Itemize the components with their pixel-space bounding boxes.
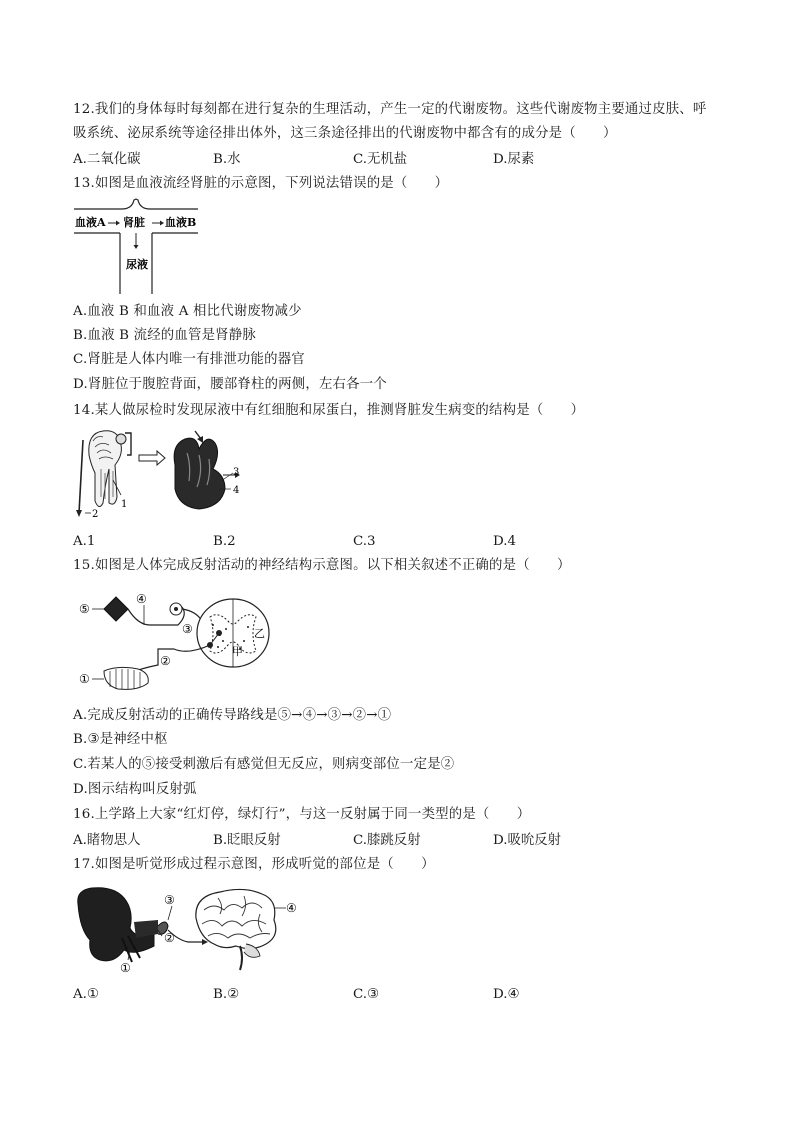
q15-option-c[interactable]: C.若某人的⑤接受刺激后有感觉但无反应，则病变部位一定是② [73,757,455,772]
nephron-label-3: 3 [233,467,240,478]
hearing-label-4: ④ [286,901,297,915]
reflex-label-3: ③ [182,622,193,636]
hearing-label-3: ③ [164,893,175,907]
brain-icon [196,889,276,970]
spinal-label-jia: 甲 [232,645,243,658]
q12-stem-line1: 12.我们的身体每时每刻都在进行复杂的生理活动，产生一定的代谢废物。这些代谢废物主要通过皮肤、呼 [73,102,707,117]
q15-stem: 15.如图是人体完成反射活动的神经结构示意图。以下相关叙述不正确的是（ ） [73,558,571,573]
q17-option-a[interactable]: A.① [73,987,99,1002]
q14-stem: 14.某人做尿检时发现尿液中有红细胞和尿蛋白，推测肾脏发生病变的结构是（ ） [73,403,585,418]
q14-options [73,533,733,551]
spinal-label-yi: 乙 [254,627,265,640]
q12-option-b[interactable]: B.水 [213,152,241,167]
q12-stem-line2: 吸系统、泌尿系统等途径排出体外，这三条途径排出的代谢废物中都含有的成分是（ ） [73,126,617,141]
q13-option-d[interactable]: D.肾脏位于腹腔背面，腰部脊柱的两侧，左右各一个 [73,377,387,392]
reflex-label-5: ⑤ [79,602,90,616]
kidney-label: 肾脏 [123,216,145,229]
reflex-label-1: ① [79,672,90,686]
q15-option-a[interactable]: A.完成反射活动的正确传导路线是⑤→④→③→②→① [73,708,392,723]
hearing-label-1: ① [120,961,131,975]
q13-option-b[interactable]: B.血液 B 流经的血管是肾静脉 [73,328,256,343]
q17-option-b[interactable]: B.② [213,987,240,1002]
reflex-label-2: ② [160,654,171,668]
reflex-arc-figure [78,585,278,693]
muscle-icon [104,667,148,689]
q12-option-c[interactable]: C.无机盐 [353,152,408,167]
q17-option-c[interactable]: C.③ [353,987,380,1002]
nephron-label-4: 4 [233,485,240,496]
q13-stem: 13.如图是血液流经肾脏的示意图，下列说法错误的是（ ） [73,176,449,191]
q15-option-d[interactable]: D.图示结构叫反射弧 [73,782,197,797]
urine-label: 尿液 [126,258,148,271]
hearing-pathway-figure [74,884,310,976]
q12-option-a[interactable]: A.二氧化碳 [73,152,141,167]
q14-option-d[interactable]: D.4 [493,534,517,549]
q15-option-b[interactable]: B.③是神经中枢 [73,732,168,747]
q16-option-a[interactable]: A.睹物思人 [73,833,141,848]
q16-option-d[interactable]: D.吸吮反射 [493,833,562,848]
q14-option-c[interactable]: C.3 [353,534,376,549]
q17-stem: 17.如图是听觉形成过程示意图，形成听觉的部位是（ ） [73,857,435,872]
q17-option-d[interactable]: D.④ [493,987,520,1002]
q14-option-b[interactable]: B.2 [213,534,236,549]
ear-icon [78,888,158,962]
nephron-label-2: 2 [92,509,99,520]
nephron-label-1: 1 [121,499,128,510]
nephron-figure [75,425,250,525]
q16-option-b[interactable]: B.眨眼反射 [213,833,281,848]
q16-stem: 16.上学路上大家“红灯停，绿灯行”，与这一反射属于同一类型的是（ ） [73,807,531,822]
blood-b-label: 血液B [165,216,197,229]
q13-option-c[interactable]: C.肾脏是人体内唯一有排泄功能的器官 [73,352,305,367]
blood-a-label: 血液A [75,216,106,229]
hearing-label-2: ② [164,931,175,945]
kidney-blood-flow-figure [72,198,202,296]
q17-options [73,986,733,1004]
q14-option-a[interactable]: A.1 [73,534,96,549]
q12-option-d[interactable]: D.尿素 [493,152,535,167]
q16-option-c[interactable]: C.膝跳反射 [353,833,421,848]
q16-options [73,832,733,850]
reflex-label-4: ④ [136,592,147,606]
q12-options [73,151,733,169]
q13-option-a[interactable]: A.血液 B 和血液 A 相比代谢废物减少 [73,304,302,319]
